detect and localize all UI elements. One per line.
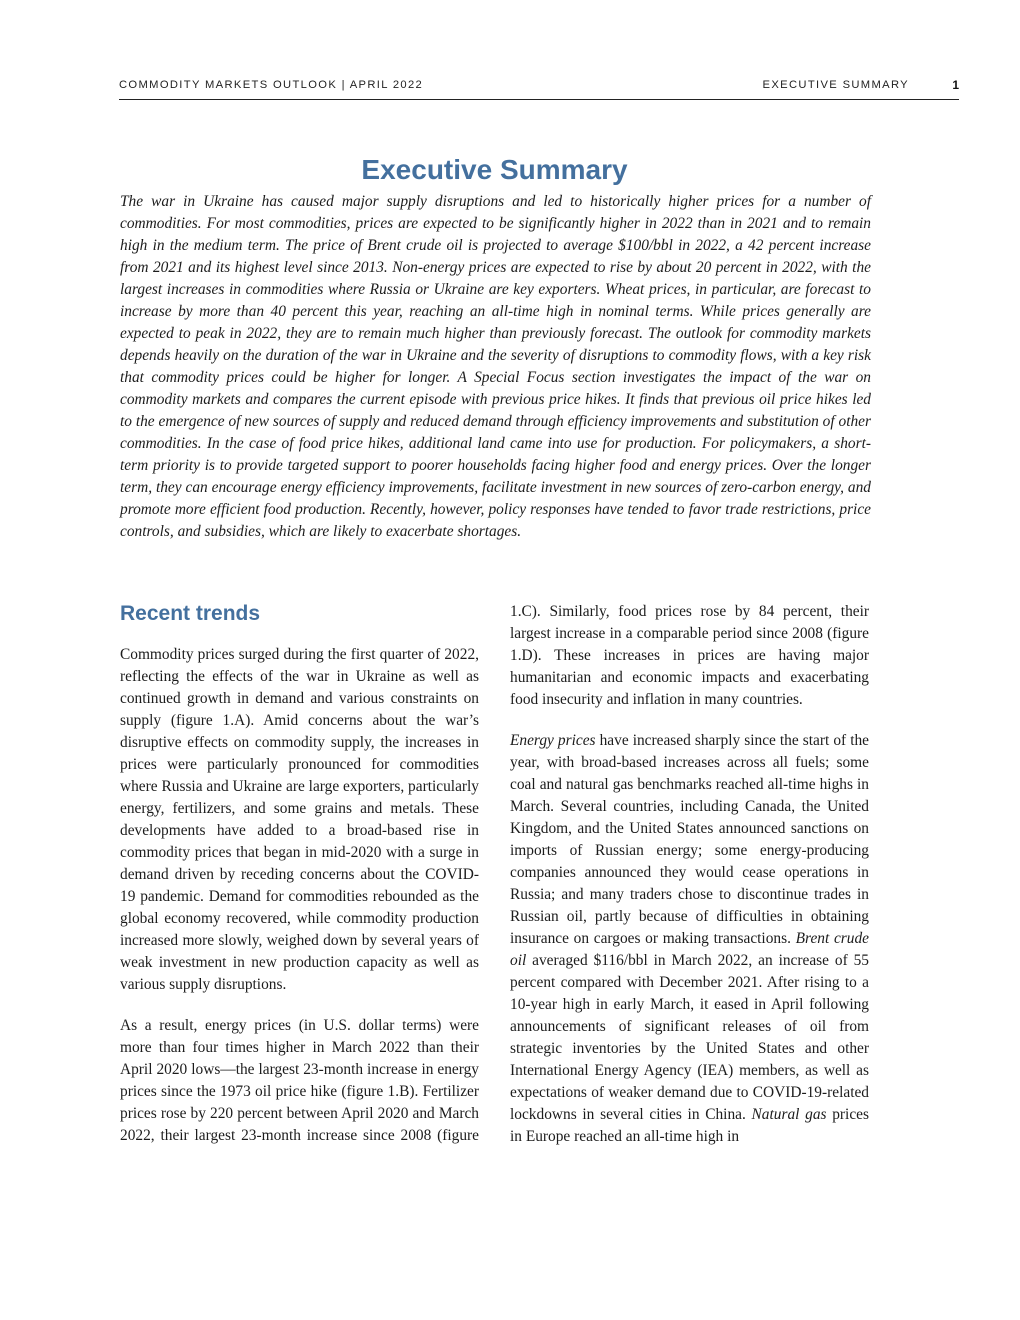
italic-term: Brent crude oil	[510, 930, 870, 969]
body-paragraph: As a result, energy prices (in U.S. dollar terms) were more than four times higher in March 2022 than their April 2020 lows—the largest 23-month increase in energy prices since the 1973 oil price hike (figure 1.B). Fertilizer prices rose by 220 percent between April 2020 and March 2022, their largest 23-month increase since 2008 (figure	[120, 1017, 479, 1144]
paragraph-text: averaged $116/bbl in March 2022, an increase of 55 percent compared with December 2021. After rising to a 10-year high in early March, it eased in April following announcements of significant releases of oil from strategic inventories by the United States and other International Energy Agency (IEA) members, as well as expectations of weaker demand due to COVID-19-related lockdowns in several cities in China.	[510, 952, 869, 1123]
left-column	[120, 600, 479, 1166]
running-header	[119, 79, 959, 100]
paragraph-text: prices in Europe reached an all-time high in	[510, 1106, 869, 1145]
section-title: EXECUTIVE SUMMARY	[762, 79, 909, 91]
executive-summary-paragraph: The war in Ukraine has caused major supply disruptions and led to historically higher prices for a number of commodities. For most commodities, prices are expected to be significantly higher in 2022 than in 2021 and to remain high in the medium term. The price of Brent crude oil is projected to average $100/bbl in 2022, a 42 percent increase from 2021 and its highest level since 2013. Non-energy prices are expected to rise by about 20 percent in 2022, with the largest increases in commodities where Russia or Ukraine are key exporters. Wheat prices, in particular, are forecast to increase by more than 40 percent this year, reaching an all-time high in nominal terms. While prices generally are expected to peak in 2022, they are to remain much higher than previously forecast. The outlook for commodity markets depends heavily on the duration of the war in Ukraine and the severity of disruptions to commodity flows, with a key risk that commodity prices could be higher for longer. A Special Focus section investigates the impact of the war on commodity markets and compares the current episode with previous price hikes. It finds that previous oil price hikes led to the emergence of new sources of supply and reduced demand through efficiency improvements and substitution of other commodities. In the case of food price hikes, additional land came into use for production. For policymakers, a short-term priority is to provide targeted support to poorer households facing higher food and energy prices. Over the longer term, they can encourage energy efficiency improvements, facilitate investment in new sources of zero-carbon energy, and promote more efficient food production. Recently, however, policy responses have tended to favor trade restrictions, price controls, and subsidies, which are likely to exacerbate shortages.	[120, 193, 871, 540]
italic-lead: Energy prices	[510, 732, 596, 749]
body-paragraph-continued: 1.C). Similarly, food prices rose by 84 percent, their largest increase in a comparable period since 2008 (figure 1.D). These increases in prices are having major humanitarian and economic impacts and exacerbating food insecurity and inflation in many countries.	[510, 603, 869, 708]
body-paragraph: Commodity prices surged during the first quarter of 2022, reflecting the effects of the war in Ukraine as well as continued growth in demand and various constraints on supply (figure 1.A). Amid concerns about the war’s disruptive effects on commodity supply, the increases in prices were particularly pronounced for commodities where Russia and Ukraine are large exporters, particularly energy, fertilizers, and some grains and metals. These developments have added to a broad-based rise in commodity prices that began in mid-2020 with a surge in demand driven by receding concerns about the COVID-19 pandemic. Demand for commodities rebounded as the global economy recovered, while commodity production increased more slowly, weighed down by several years of weak investment in new production capacity as well as various supply disruptions.	[120, 646, 479, 993]
section-heading-recent-trends: Recent trends	[120, 602, 261, 625]
page-number: 1	[952, 78, 959, 92]
page-title: Executive Summary	[361, 153, 628, 185]
italic-term: Natural gas	[751, 1106, 827, 1123]
right-column	[510, 601, 869, 1167]
paragraph-text: have increased sharply since the start of the year, with broad-based increases across all fuels; some coal and natural gas benchmarks reached all-time highs in March. Several countries, including Canada, the United Kingdom, and the United States announced sanctions on imports of Russian energy; some energy-producing companies announced they would cease operations in Russia; and many traders chose to discontinue trades in Russian oil, partly because of difficulties in obtaining insurance on cargoes or making transactions.	[510, 732, 869, 947]
publication-title: COMMODITY MARKETS OUTLOOK | APRIL 2022	[119, 79, 424, 91]
body-paragraph	[510, 730, 869, 1148]
